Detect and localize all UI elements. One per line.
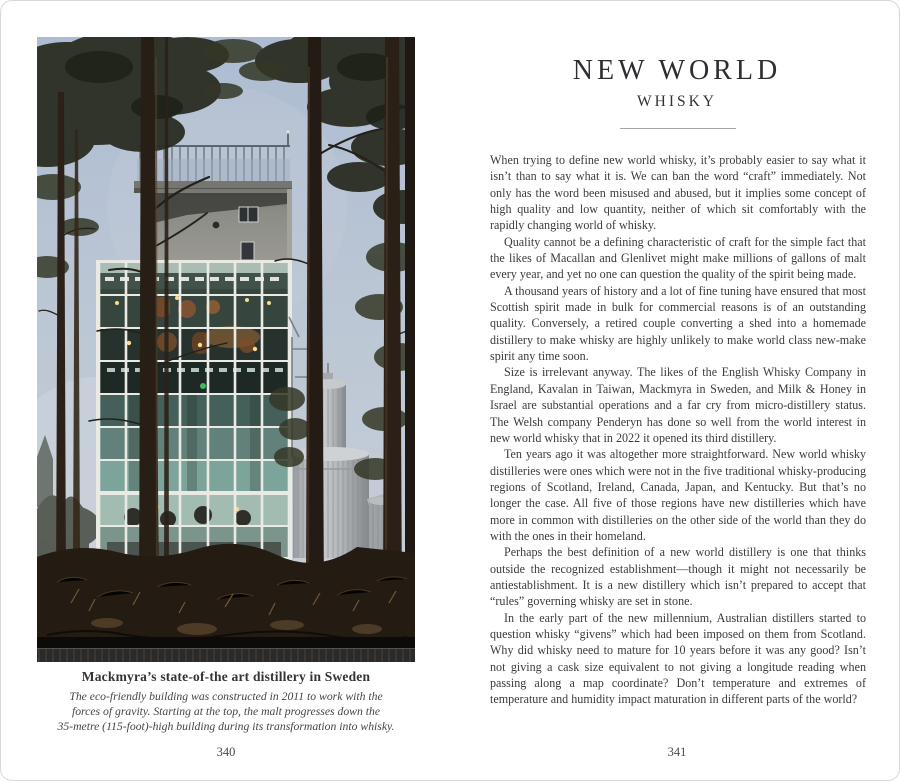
paragraph: Quality cannot be a defining characteristic of craft for the simple fact that the likes of Macallan and Glenlivet might make millions of gallons of malt every year, and yet no one can question the quality of the spirit being made. [490,234,866,282]
photo-caption-title: Mackmyra’s state-of-the art distillery in Sweden [81,669,371,684]
paragraph: In the early part of the new millennium, Australian distillers started to question whisky “givens” which had been imposed on them from Scotland. Why did whisky need to mature for 10 years before it was any good? Isn’t not giving a cask size equivalent to not giving a longitude reading when passing along a map coordinate? Don’t temperature and extremes of temperature and humidity impact maturation in different parts of the world? [490,610,866,707]
chapter-body-text [490,152,866,708]
paragraph: A thousand years of history and a lot of fine tuning have ensured that most Scottish spirit made in bulk for commercial reasons is of an outstanding quality. Conversely, a retired couple converting a shed into a homemade distillery to make whisky are highly unlikely to make world class new-make spirit any time soon. [490,283,866,364]
photo-caption-text [37,689,415,735]
paragraph: Perhaps the best definition of a new world distillery is one that thinks outside the recognized establishment—though it might not necessarily be antiestablishment. It is a new distillery which isn’t prepared to accept that “rules” governing whisky are set in stone. [490,545,866,609]
scrub-ground [37,544,415,662]
chapter-title: NEW WORLD [572,55,782,86]
chapter-subtitle: WHISKY [637,93,717,110]
caption-line: The eco-friendly building was constructed in 2011 to work with the [69,690,383,703]
left-page-number: 340 [216,745,236,759]
distillery-photo-svg [37,37,415,662]
paragraph: Ten years ago it was altogether more straightforward. New world whisky distilleries were ones which were not in the five traditional whisky-producing regions of Scotland, Ireland, Canada, Japan, and Kentucky. But that’s no longer the case. All five of those regions have new distilleries which have more in common with distilleries on the other side of the world than they do with the ones in their homeland. [490,447,866,543]
paragraph: When trying to define new world whisky, it’s probably easier to say what it isn’t than to say what it is. We can ban the word “craft” immediately. Not only has the word been misused and abused, but it implies some concept of high quality and low quantity, neither of which sit comfortably with the rapidly changing world of whisky. [490,153,866,233]
title-divider-rule [620,128,736,129]
right-page-number: 341 [667,745,687,759]
glasshouse [98,262,291,559]
paragraph: Size is irrelevant anyway. The likes of the English Whisky Company in England, Kavalan in Taiwan, Mackmyra in Sweden, and Milk & Honey in Israel are substantial operations and a far cry from micro-distillery status. The Welsh company Penderyn has done so well from the world interest in new world whisky that in 2022 it opened its third distillery. [490,365,866,445]
caption-line: forces of gravity. Starting at the top, the malt progresses down the [71,705,381,719]
distillery-photo [37,37,415,662]
caption-line: 35-metre (115-foot)-high building during its transformation into whisky. [57,720,395,734]
